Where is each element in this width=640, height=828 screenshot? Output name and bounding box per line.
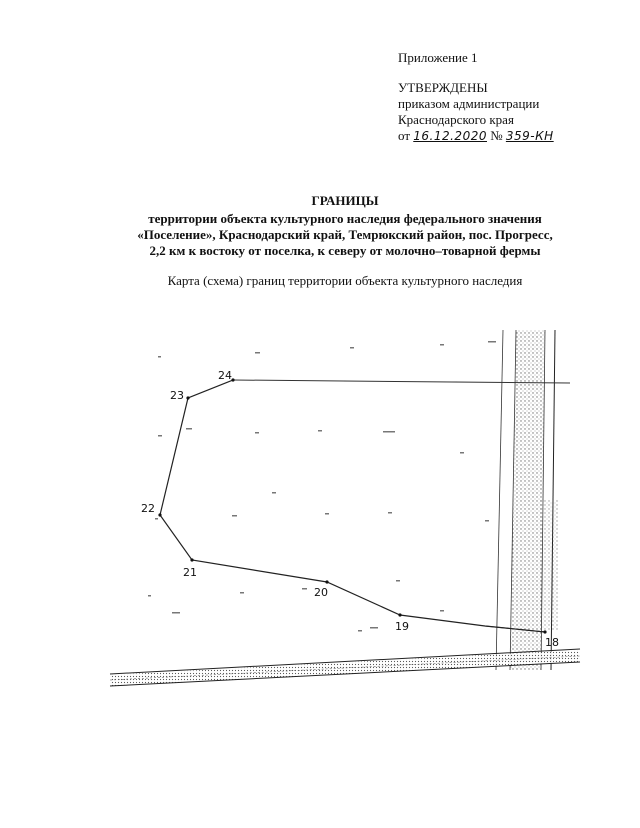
point-label-22: 22 [141,502,155,515]
handwritten-number: 359-КН [505,129,554,143]
title-line-3: 2,2 км к востоку от поселка, к северу от молочно–товарной фермы [149,243,541,258]
date-prefix: от [398,128,411,143]
vertical-strip [496,330,558,670]
boundary-polyline [160,380,545,632]
title-line-2: «Поселение», Краснодарский край, Темрюкский район, пос. Прогресс, [137,227,553,242]
point-label-18: 18 [545,636,559,649]
point-label-24: 24 [218,369,232,382]
bottom-road [110,649,580,686]
approved-by-order: приказом администрации [398,96,540,111]
document-title: ГРАНИЦЫ [311,193,379,208]
approved-region: Краснодарского края [398,112,514,127]
title-line-1: территории объекта культурного наследия федерального значения [148,211,542,226]
map-caption: Карта (схема) границ территории объекта культурного наследия [167,273,523,288]
boundary-vertices [158,378,546,633]
point-label-20: 20 [314,586,328,599]
point-label-19: 19 [395,620,409,633]
handwritten-date: 16.12.2020 [413,129,487,143]
approved-heading: УТВЕРЖДЕНЫ [398,80,488,95]
point-label-23: 23 [170,389,184,402]
number-prefix: № [490,128,503,143]
appendix-number: Приложение 1 [398,50,478,65]
point-label-21: 21 [183,566,197,579]
